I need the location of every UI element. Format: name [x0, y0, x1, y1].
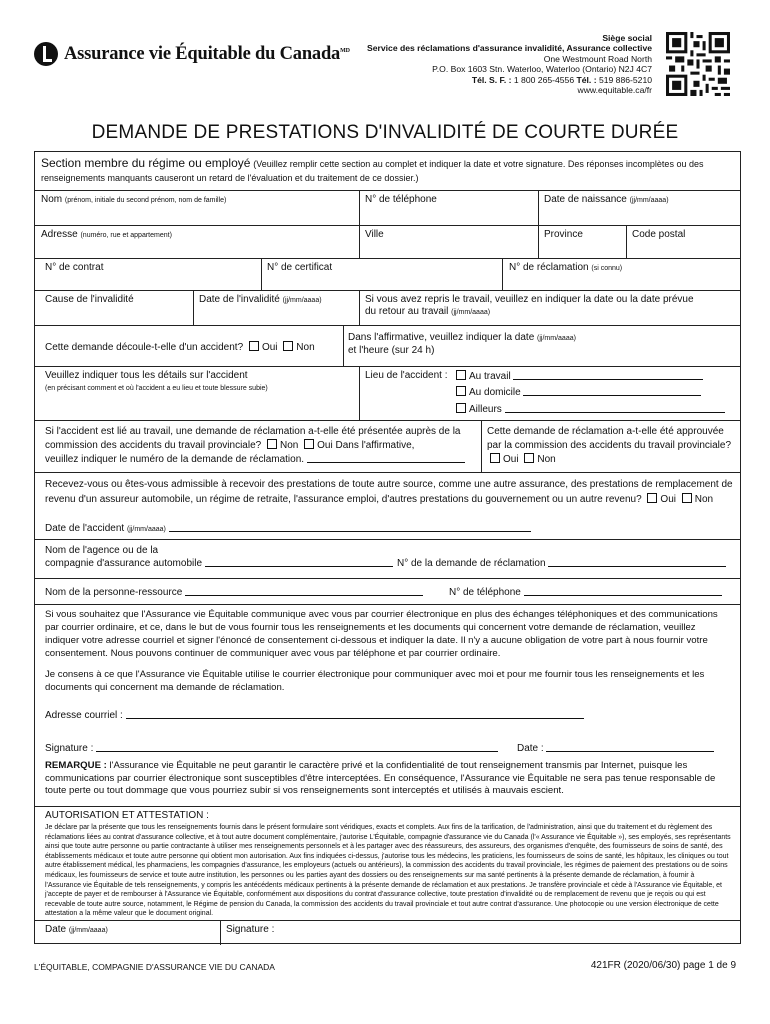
- hq-website[interactable]: www.equitable.ca/fr: [577, 85, 652, 96]
- footer-company: L'ÉQUITABLE, COMPAGNIE D'ASSURANCE VIE DU CANADA: [34, 962, 275, 972]
- agency-claim-number-field[interactable]: N° de la demande de réclamation: [397, 557, 726, 570]
- email-consent-statement: Je consens à ce que l'Assurance vie Équitable utilise le courrier électronique pour communiquer avec moi et pour me fournir tous les renseignements et les documents qui concernent ma demande de réclamation.: [45, 669, 705, 693]
- authorization-heading: AUTORISATION ET ATTESTATION :: [45, 810, 209, 821]
- footer-page-info: 421FR (2020/06/30) page 1 de 9: [590, 960, 736, 971]
- place-other-option[interactable]: Ailleurs: [453, 403, 725, 416]
- hq-title: Siège social: [602, 33, 652, 43]
- province-field[interactable]: Province: [544, 229, 583, 240]
- contract-number-field[interactable]: N° de contrat: [45, 262, 104, 273]
- wcb-claim-number-line[interactable]: [307, 453, 465, 463]
- accident-date-time-field[interactable]: Dans l'affirmative, veuillez indiquer la date (jj/mm/aaaa) et l'heure (sur 24 h): [348, 332, 576, 356]
- accident-place-label: Lieu de l'accident :: [365, 370, 448, 381]
- head-office-address: [367, 33, 652, 95]
- wcb-approved-question: Cette demande de réclamation a-t-elle été approuvée par la commission des accidents du travail provinciale? Oui Non: [487, 426, 732, 465]
- contact-person-field[interactable]: Nom de la personne-ressource: [45, 586, 423, 599]
- address-field[interactable]: Adresse (numéro, rue et appartement): [41, 229, 172, 240]
- hq-street: One Westmount Road North: [543, 53, 652, 64]
- wcb-approved-no-checkbox[interactable]: [524, 453, 534, 463]
- phone-field[interactable]: N° de téléphone: [365, 194, 437, 205]
- trademark-mark: MD: [340, 47, 350, 54]
- remark-text: REMARQUE : l'Assurance vie Équitable ne peut garantir le caractère privé et la confidentialité de tout renseignement transmis par Internet, puisque les communications par courrier électronique sont susceptibles d'être interceptées. En conséquence, l'Assurance vie Équitable ne sera pas tenue responsable de toute perte ou tout dommage que vous pourriez subir si vos renseignements sont interceptés et utilisés à mauvais escient.: [45, 760, 716, 796]
- email-consent-text: Si vous souhaitez que l'Assurance vie Équitable communique avec vous par courrier électronique en plus des échanges téléphoniques et des communications par courrier ordinaire, et ce, dans le but de vous fournir tous les renseignements et les documents qui concernent votre demande de réclamation, veuillez indiquer votre adresse courriel et signer l'énoncé de consentement ci-dessous et indiquer la date. Il n'y a aucune obligation de votre part à nous fournir votre consentement. Nous pouvons continuer de communiquer avec vous par téléphone et par courrier ordinaire.: [45, 609, 718, 659]
- wcb-approved-yes-checkbox[interactable]: [490, 453, 500, 463]
- accident-details-field[interactable]: Veuillez indiquer tous les détails sur l'accident (en précisant comment et où l'accident a eu lieu et toute blessure subie): [45, 370, 268, 392]
- authorization-signature-field[interactable]: Signature :: [226, 924, 275, 935]
- company-logo: [34, 42, 350, 66]
- hq-phones: Tél. S. F. : 1 800 265-4556 Tél. : 519 886-5210: [471, 74, 652, 85]
- wcb-question: Si l'accident est lié au travail, une demande de réclamation a-t-elle été présentée auprès de la commission des accidents du travail provinciale? Non Oui Dans l'affirmative, veuillez indiquer le numéro de la demande de réclamation.: [45, 425, 465, 467]
- return-to-work-field[interactable]: Si vous avez repris le travail, veuillez en indiquer la date ou la date prévue du retour au travail (jj/mm/aaaa): [365, 294, 694, 317]
- section-heading: Section membre du régime ou employé (Veuillez remplir cette section au complet et indiquer la date et votre signature. Des réponses incomplètes ou des renseignements manquants causeront un retard de l'évaluation et du traitement de ce dossier.): [41, 156, 704, 183]
- wcb-yes-checkbox[interactable]: [304, 439, 314, 449]
- place-home-option[interactable]: Au domicile: [453, 386, 701, 399]
- hq-dept: Service des réclamations d'assurance invalidité, Assurance collective: [367, 43, 652, 54]
- city-field[interactable]: Ville: [365, 229, 384, 240]
- authorization-date-field[interactable]: Date (jj/mm/aaaa): [45, 924, 108, 935]
- email-date-field[interactable]: Date :: [517, 742, 714, 755]
- other-income-no-checkbox[interactable]: [682, 493, 692, 503]
- disability-date-field[interactable]: Date de l'invalidité (jj/mm/aaaa): [199, 294, 322, 305]
- place-work-option[interactable]: Au travail: [453, 370, 703, 383]
- accident-question: Cette demande découle-t-elle d'un accident? Oui Non: [45, 342, 315, 353]
- name-field[interactable]: Nom (prénom, initiale du second prénom, nom de famille): [41, 194, 227, 205]
- postal-code-field[interactable]: Code postal: [632, 229, 686, 240]
- accident-no-checkbox[interactable]: [283, 341, 293, 351]
- certificate-number-field[interactable]: N° de certificat: [267, 262, 333, 273]
- hq-po: P.O. Box 1603 Stn. Waterloo, Waterloo (Ontario) N2J 4C7: [432, 64, 652, 75]
- qr-code-icon: [666, 32, 730, 96]
- accident-date-field[interactable]: Date de l'accident (jj/mm/aaaa): [45, 522, 531, 536]
- other-income-question: Recevez-vous ou êtes-vous admissible à recevoir des prestations de toute autre source, comme une autre assurance, des prestations de remplacement de revenu d'un assureur automobile, un régime de retraite, l'assurance emploi, d'autres prestations du gouvernement ou un autre revenu? Oui Non: [45, 479, 733, 505]
- authorization-text: Je déclare par la présente que tous les renseignements fournis dans le présent formulaire sont véridiques, exacts et complets. Aux fins de la tarification, de l'administration, ainsi que du traitement et du règlement des réclamations liées au contrat d'assurance collective, et à tout autre document complémentaire, j'autorise L'Équitable, compagnie d'assurance vie du Canada (l'« Assurance vie Équitable »), ses employés, ses représentants ainsi que toute autre personne ou partie contractante à utiliser mes renseignements personnels et à les partager avec des réassureurs, des assureurs, des organismes d'enquête, des fournisseurs de soins de santé, des établissements médicaux et toute autre personne qui obtient mon autorisation. Aux fins indiquées ci-dessus, j'autorise tous les médecins, les praticiens, les fournisseurs de soins de santé, les hôpitaux, les cliniques ou tout autre établissement médical, les pharmaciens, les compagnies d'assurance, les employeurs (actuels ou antérieurs), la commission des accidents du travail provinciale, les régimes de paiement des prestations ou de soins médicaux, les fournisseurs de service et toute autre institution, les personnes ou les parties ayant des dossiers ou des renseignements sur ma santé pertinents à la présente demande de réclamation, à fournir à l'Assurance vie Équitable de tels renseignements, y compris les antécédents médicaux pertinents à la présente demande de réclamation et aux prestations. Je transfère provinciale et cède à l'Assurance vie Équitable, et j'accepte de payer et de rembourser à l'Assurance vie Équitable, conformément aux dispositions du contrat d'assurance collective, toute prestation d'invalidité ou de remplacement de revenu que je reçois ou qui est recevable de toute autre source, notamment, le Régime de pension du Canada, la commission des accidents du travail provinciale et tout autre contrat d'assurance. Une photocopie ou une version électronique de cette attestation a la même valeur que le document original.: [45, 824, 731, 918]
- email-field[interactable]: Adresse courriel :: [45, 709, 584, 722]
- contact-phone-field[interactable]: N° de téléphone: [449, 586, 722, 599]
- claim-number-field[interactable]: N° de réclamation (si connu): [509, 262, 623, 273]
- page-title: DEMANDE DE PRESTATIONS D'INVALIDITÉ DE COURTE DURÉE: [91, 122, 679, 143]
- dob-field[interactable]: Date de naissance (jj/mm/aaaa): [544, 194, 669, 205]
- agency-field[interactable]: Nom de l'agence ou de la compagnie d'assurance automobile: [45, 545, 393, 570]
- logo-icon: [34, 42, 58, 66]
- cause-field[interactable]: Cause de l'invalidité: [45, 294, 134, 305]
- claim-form: [34, 151, 741, 944]
- wcb-no-checkbox[interactable]: [267, 439, 277, 449]
- logo-name: Assurance vie Équitable du Canada$^{MD}$: [64, 43, 350, 64]
- other-income-yes-checkbox[interactable]: [647, 493, 657, 503]
- accident-yes-checkbox[interactable]: [249, 341, 259, 351]
- email-signature-field[interactable]: Signature :: [45, 742, 498, 755]
